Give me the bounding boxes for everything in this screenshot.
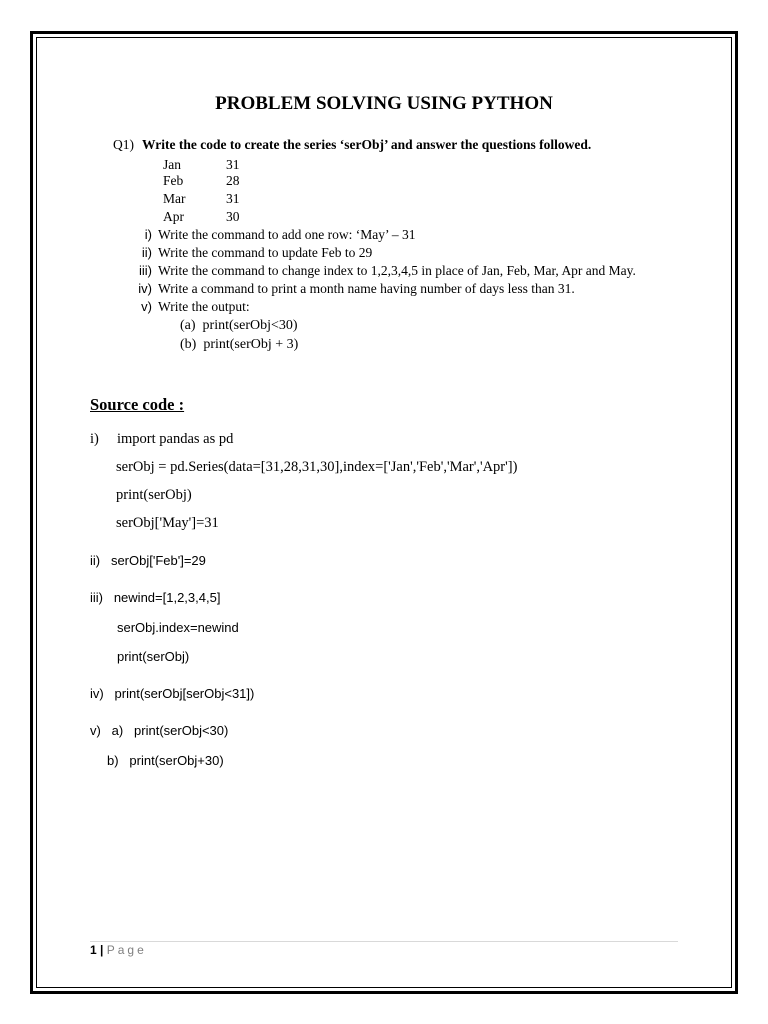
code-line: b) print(serObj+30) — [107, 753, 224, 768]
subquestion-text: Write the command to update Feb to 29 — [158, 245, 373, 260]
question-number: Q1) — [113, 137, 134, 152]
subquestion-number: v) — [141, 299, 152, 314]
page-title: PROBLEM SOLVING USING PYTHON — [215, 93, 553, 114]
page-number: 1 — [90, 943, 97, 957]
code-line: iii) newind=[1,2,3,4,5] — [90, 590, 221, 605]
code-line: print(serObj) — [117, 649, 190, 664]
table-month: Apr — [163, 209, 184, 224]
option-text: print(serObj<30) — [202, 318, 298, 333]
table-days: 31 — [226, 157, 240, 172]
subquestion-text: Write the command to add one row: ‘May’ – 31 — [158, 227, 416, 242]
code-line: serObj.index=newind — [117, 620, 239, 635]
footer-separator: | — [100, 943, 104, 957]
output-option — [180, 337, 298, 353]
code-line: iv) print(serObj[serObj<31]) — [90, 686, 255, 701]
subquestion-text: Write the output: — [158, 299, 250, 314]
page-label: Page — [106, 943, 147, 957]
option-label: (b) — [180, 337, 197, 352]
code-line: serObj['May']=31 — [116, 515, 219, 531]
code-line: serObj = pd.Series(data=[31,28,31,30],index=['Jan','Feb','Mar','Apr']) — [116, 459, 518, 475]
code-line: v) a) print(serObj<30) — [90, 723, 229, 738]
question-text: Write the code to create the series ‘serObj’ and answer the questions followed. — [142, 137, 592, 152]
subquestion-text: Write a command to print a month name having number of days less than 31. — [158, 281, 575, 296]
subquestion-number: iv) — [138, 281, 152, 296]
output-option — [180, 318, 298, 334]
table-month: Feb — [163, 173, 184, 188]
subquestion-number: i) — [144, 227, 152, 242]
table-days: 30 — [226, 209, 240, 224]
question-heading — [113, 137, 591, 153]
table-month: Mar — [163, 191, 186, 206]
table-days: 28 — [226, 173, 240, 188]
page-border-inner — [36, 37, 732, 988]
table-month: Jan — [163, 157, 181, 172]
code-line: i) import pandas as pd — [90, 431, 234, 447]
subquestion-text: Write the command to change index to 1,2,3,4,5 in place of Jan, Feb, Mar, Apr and May. — [158, 263, 636, 278]
subquestion-number: ii) — [141, 245, 152, 260]
subquestion-number: iii) — [139, 263, 152, 278]
code-line: print(serObj) — [116, 487, 192, 503]
source-code-heading: Source code : — [90, 395, 185, 414]
option-text: print(serObj + 3) — [203, 337, 299, 352]
footer-divider — [90, 941, 678, 942]
table-days: 31 — [226, 191, 240, 206]
option-label: (a) — [180, 318, 196, 333]
code-line: ii) serObj['Feb']=29 — [90, 553, 206, 568]
page-footer — [90, 943, 147, 957]
